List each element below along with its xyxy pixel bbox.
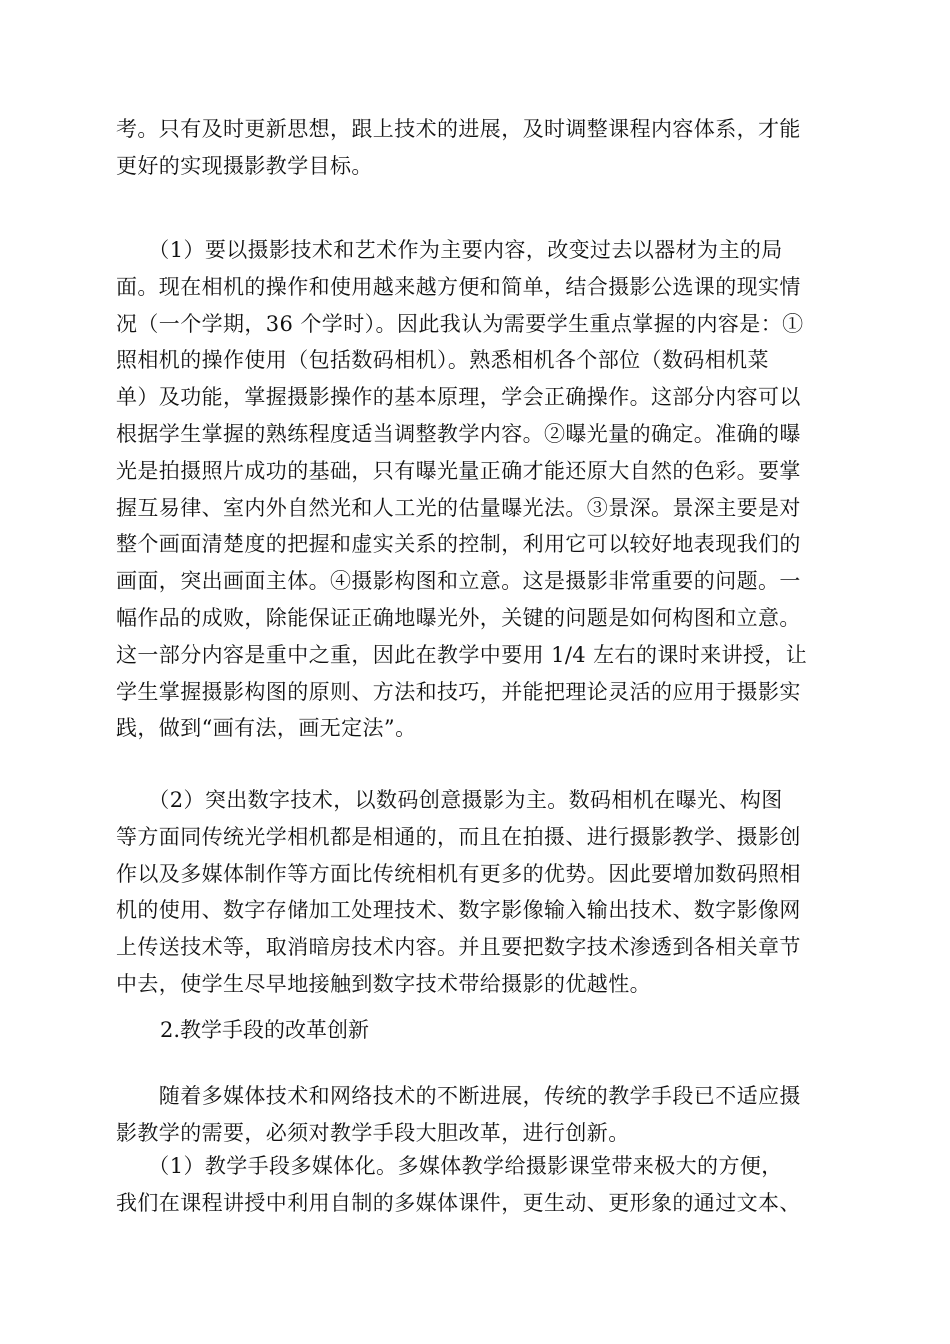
paragraph-section-2-intro: 随着多媒体技术和网络技术的不断进展，传统的教学手段已不适应摄 影教学的需要，必须对教学手段大胆改革，进行创新。 — [116, 1084, 801, 1145]
paragraph-section-2-point-1: （1）教学手段多媒体化。多媒体教学给摄影课堂带来极大的方便， 我们在课程讲授中利用自制的多媒体课件，更生动、更形象的通过文本、 — [116, 1154, 801, 1215]
paragraph-intro: 考。只有及时更新思想，跟上技术的进展，及时调整课程内容体系，才能 更好的实现摄影教学目标。 — [116, 117, 801, 178]
paragraph-point-1: （1）要以摄影技术和艺术作为主要内容，改变过去以器材为主的局 面。现在相机的操作和使用越来越方便和简单，结合摄影公选课的现实情 况（一个学期，36 个学时）。因此我认为需要学生重点掌握的内容是：① 照相机的操作使用（包括数码相机）。熟悉相机各个部位（数码相机菜 单）及功能，掌握摄影操作的基本原理，学会正确操作。这部分内容可以 根据学生掌握的熟练程度适当调整教学内容。②曝光量的确定。准确的曝 光是拍摄照片成功的基础，只有曝光量正确才能还原大自然的色彩。要掌 握互易律、室内外自然光和人工光的估量曝光法。③景深。景深主要是对 整个画面清楚度的把握和虚实关系的控制，利用它可以较好地表现我们的 画面，突出画面主体。④摄影构图和立意。这是摄影非常重要的问题。一 幅作品的成败，除能保证正确地曝光外，关键的问题是如何构图和立意。 这一部分内容是重中之重，因此在教学中要用 1/4 左右的课时来讲授，让 学生掌握摄影构图的原则、方法和技巧，并能把理论灵活的应用于摄影实 践，做到“画有法，画无定法”。 — [116, 238, 808, 741]
paragraph-point-2: （2）突出数字技术，以数码创意摄影为主。数码相机在曝光、构图 等方面同传统光学相机都是相通的，而且在拍摄、进行摄影教学、摄影创 作以及多媒体制作等方面比传统相机有更多的优势。因此要增加数码照相 机的使用、数字存储加工处理技术、数字影像输入输出技术、数字影像网 上传送技术等，取消暗房技术内容。并且要把数字技术渗透到各相关章节 中去，使学生尽早地接触到数字技术带给摄影的优越性。 — [116, 788, 801, 996]
section-heading: 2.教学手段的改革创新 — [160, 1018, 370, 1042]
